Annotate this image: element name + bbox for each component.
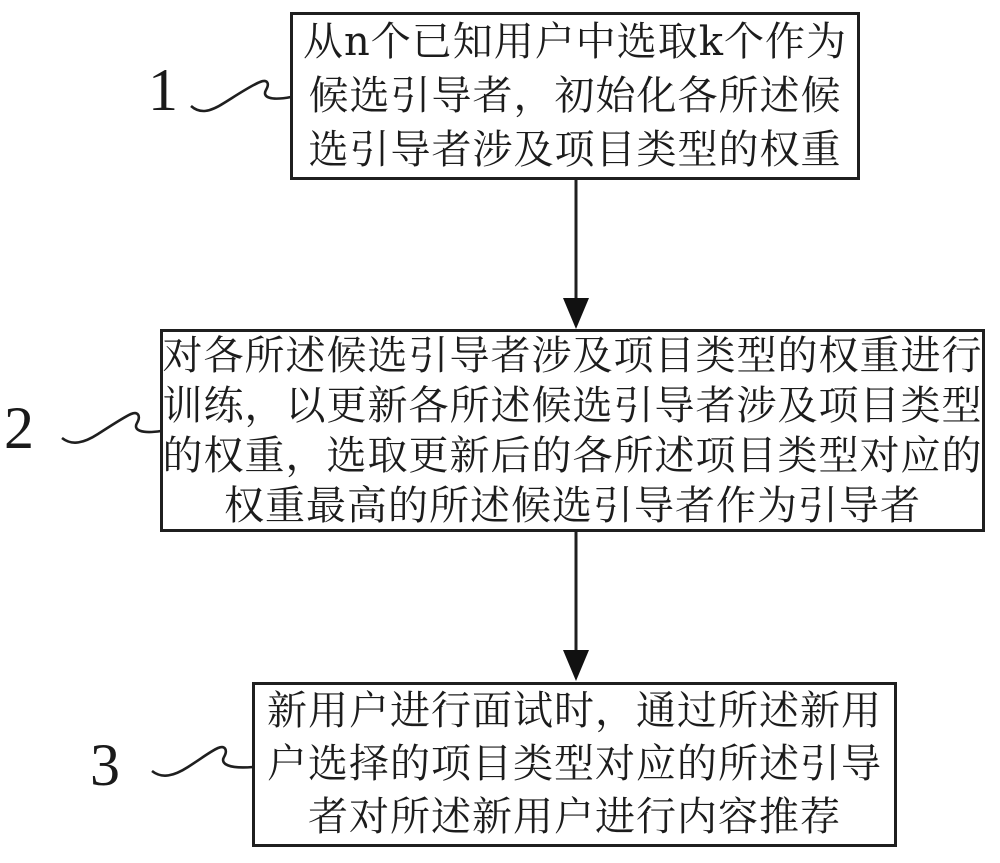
step-box-2 xyxy=(160,329,985,532)
step2-text-line: 的权重，选取更新后的各所述项目类型对应的 xyxy=(162,432,983,479)
arrowhead-down-icon xyxy=(563,650,589,681)
leader-line-1-icon xyxy=(191,81,291,111)
arrow-step1-to-step2 xyxy=(563,180,589,329)
step3-text-line: 新用户进行面试时，通过所述新用 xyxy=(267,688,882,734)
step-number-2: 2 xyxy=(4,395,34,461)
step-number-3: 3 xyxy=(90,732,120,798)
step-box-1 xyxy=(290,12,860,180)
step3-text-line: 者对所述新用户进行内容推荐 xyxy=(308,794,841,840)
step1-text-line: 从n个已知用户中选取k个作为 xyxy=(303,19,847,65)
step2-text-line: 训练，以更新各所述候选引导者涉及项目类型 xyxy=(162,382,983,429)
leader-line-2-icon xyxy=(62,413,161,443)
arrow-step2-to-step3 xyxy=(563,532,589,681)
step3-text-line: 户选择的项目类型对应的所述引导 xyxy=(267,741,882,787)
step2-text-line: 权重最高的所述候选引导者作为引导者 xyxy=(224,482,921,529)
step2-text-line: 对各所述候选引导者涉及项目类型的权重进行 xyxy=(162,332,983,379)
step1-text-line: 候选引导者，初始化各所述候 xyxy=(308,73,842,119)
step-box-3 xyxy=(252,682,897,847)
arrowhead-down-icon xyxy=(563,298,589,329)
step-number-1: 1 xyxy=(148,57,178,123)
step1-text-line: 选引导者涉及项目类型的权重 xyxy=(308,127,842,173)
leader-line-3-icon xyxy=(152,747,253,776)
